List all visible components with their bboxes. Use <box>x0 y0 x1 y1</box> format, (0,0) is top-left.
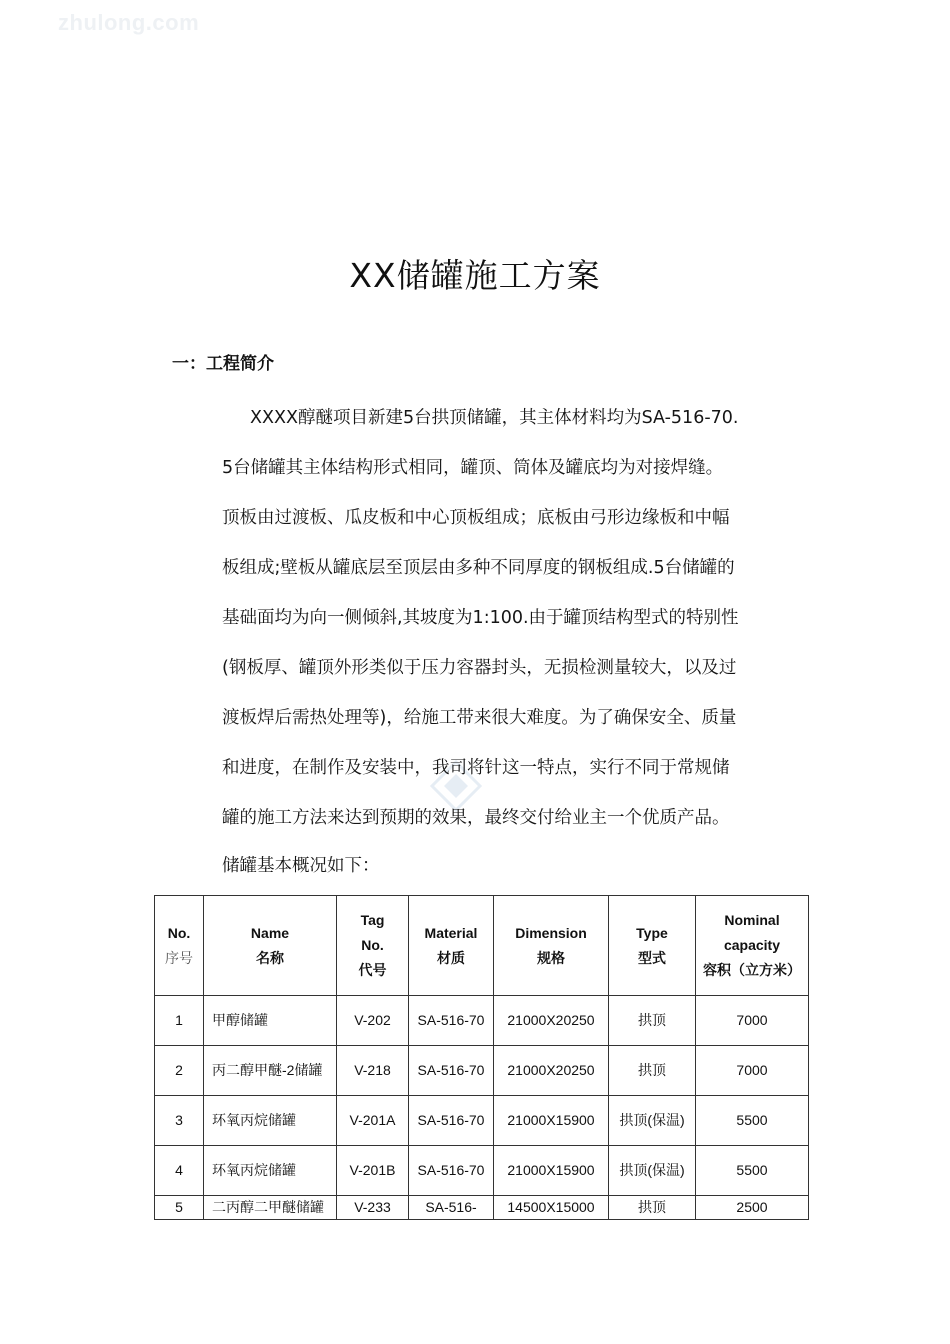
cell-material: SA-516-70 <box>409 1146 494 1196</box>
cell-tag: V-218 <box>337 1046 409 1096</box>
cell-material: SA-516- <box>409 1196 494 1220</box>
cell-capacity: 7000 <box>696 996 809 1046</box>
paragraph-line: 基础面均为向一侧倾斜,其坡度为1:100.由于罐顶结构型式的特别性 <box>222 608 739 628</box>
cell-material: SA-516-70 <box>409 996 494 1046</box>
cell-type: 拱顶 <box>609 1046 696 1096</box>
cell-dimension: 21000X15900 <box>494 1096 609 1146</box>
paragraph-line: XXXX醇醚项目新建5台拱顶储罐，其主体材料均为SA-516-70. <box>250 408 739 428</box>
header-no-cn: 序号 <box>165 949 193 966</box>
paragraph-line: 渡板焊后需热处理等)，给施工带来很大难度。为了确保安全、质量 <box>222 708 737 728</box>
cell-capacity: 7000 <box>696 1046 809 1096</box>
cell-capacity: 5500 <box>696 1146 809 1196</box>
table-header-row <box>155 896 809 996</box>
header-capacity-cn: 容积（立方米） <box>703 962 801 978</box>
cell-type: 拱顶(保温) <box>609 1146 696 1196</box>
paragraph-line: 顶板由过渡板、瓜皮板和中心顶板组成；底板由弓形边缘板和中幅 <box>222 508 730 528</box>
table-row <box>155 1096 809 1146</box>
cell-name: 丙二醇甲醚-2储罐 <box>204 1046 337 1096</box>
cell-tag: V-201B <box>337 1146 409 1196</box>
header-name-en: Name <box>250 924 290 941</box>
paragraph-line: 和进度，在制作及安装中，我司将针这一特点，实行不同于常规储 <box>222 758 730 778</box>
cell-tag: V-202 <box>337 996 409 1046</box>
paragraph-line: 5台储罐其主体结构形式相同，罐顶、筒体及罐底均为对接焊缝。 <box>222 458 724 478</box>
header-capacity <box>696 896 809 996</box>
cell-type: 拱顶 <box>609 1196 696 1220</box>
cell-name: 甲醇储罐 <box>204 996 337 1046</box>
cell-material: SA-516-70 <box>409 1096 494 1146</box>
document-title: XX储罐施工方案 <box>349 256 601 296</box>
table-row <box>155 996 809 1046</box>
cell-dimension: 21000X20250 <box>494 996 609 1046</box>
header-type <box>609 896 696 996</box>
header-no-en: No. <box>167 924 191 941</box>
header-capacity-en1: Nominal <box>724 912 780 928</box>
header-name <box>204 896 337 996</box>
cell-name: 环氧丙烷储罐 <box>204 1096 337 1146</box>
header-dimension-cn: 规格 <box>537 949 565 966</box>
header-type-en: Type <box>636 924 668 941</box>
cell-no: 2 <box>155 1046 204 1096</box>
cell-tag: V-233 <box>337 1196 409 1220</box>
watermark-logo: zhulong.com <box>58 10 200 35</box>
cell-no: 4 <box>155 1146 204 1196</box>
table-row <box>155 1046 809 1096</box>
header-dimension-en: Dimension <box>515 924 587 941</box>
cell-capacity: 5500 <box>696 1096 809 1146</box>
cell-type: 拱顶 <box>609 996 696 1046</box>
cell-no: 3 <box>155 1096 204 1146</box>
paragraph-line: (钢板厚、罐顶外形类似于压力容器封头，无损检测量较大，以及过 <box>222 658 737 678</box>
header-tag-en1: Tag <box>360 912 385 928</box>
cell-dimension: 21000X20250 <box>494 1046 609 1096</box>
paragraph-line: 罐的施工方法来达到预期的效果，最终交付给业主一个优质产品。 <box>222 808 730 828</box>
cell-tag: V-201A <box>337 1096 409 1146</box>
cell-dimension: 21000X15900 <box>494 1146 609 1196</box>
cell-material: SA-516-70 <box>409 1046 494 1096</box>
table-row <box>155 1196 809 1220</box>
section-heading: 一：工程简介 <box>172 354 274 374</box>
header-material-cn: 材质 <box>437 949 465 966</box>
cell-no: 5 <box>155 1196 204 1220</box>
cell-dimension: 14500X15000 <box>494 1196 609 1220</box>
header-capacity-en2: capacity <box>723 937 781 953</box>
header-no <box>155 896 204 996</box>
cell-no: 1 <box>155 996 204 1046</box>
header-material-en: Material <box>424 924 478 941</box>
header-dimension <box>494 896 609 996</box>
header-tag <box>337 896 409 996</box>
cell-name: 环氧丙烷储罐 <box>204 1146 337 1196</box>
header-tag-en2: No. <box>361 937 384 953</box>
intro-paragraph <box>222 393 798 843</box>
header-tag-cn: 代号 <box>358 962 387 978</box>
cell-type: 拱顶(保温) <box>609 1096 696 1146</box>
cell-name: 二丙醇二甲醚储罐 <box>204 1196 337 1220</box>
cell-capacity: 2500 <box>696 1196 809 1220</box>
table-intro-line: 储罐基本概况如下： <box>222 856 380 876</box>
header-type-cn: 型式 <box>638 949 666 966</box>
header-material <box>409 896 494 996</box>
table-row <box>155 1146 809 1196</box>
tank-spec-table <box>154 895 809 1220</box>
paragraph-line: 板组成;壁板从罐底层至顶层由多种不同厚度的钢板组成.5台储罐的 <box>222 558 735 578</box>
header-name-cn: 名称 <box>256 949 284 966</box>
